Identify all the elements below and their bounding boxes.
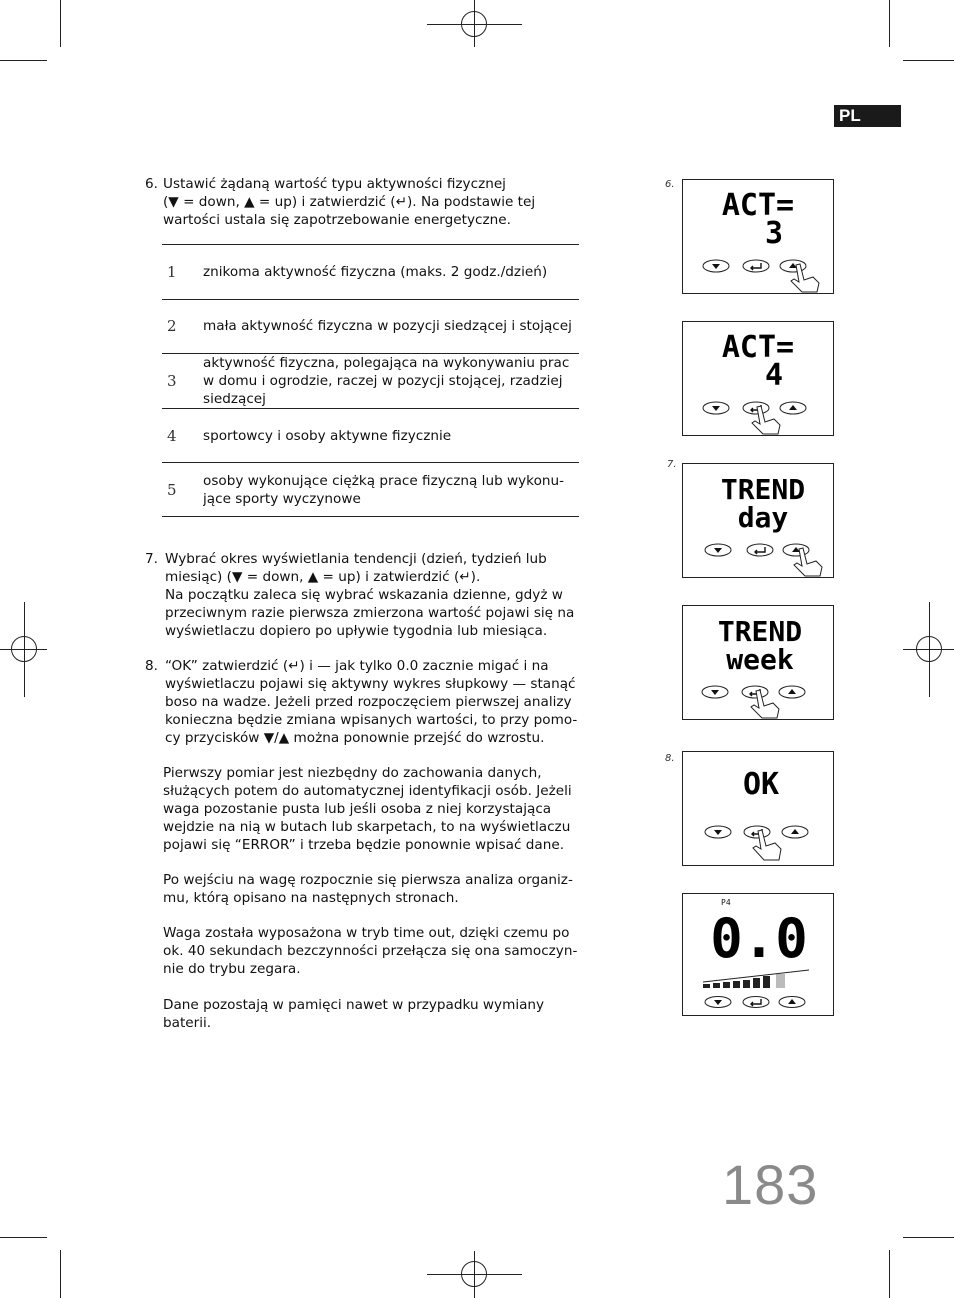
crop-mark: [60, 0, 61, 47]
crop-mark: [60, 1250, 61, 1298]
down-button[interactable]: [703, 402, 729, 414]
paragraph-line: Waga została wyposażona w tryb time out, dzięki czemu po: [163, 925, 570, 941]
paragraph-line: nie do trybu zegara.: [163, 961, 301, 977]
activity-description: znikoma aktywność fizyczna (maks. 2 godz./dzień): [203, 263, 548, 280]
step6-number: 6.: [145, 176, 158, 192]
table-row: [162, 353, 579, 408]
table-row: [162, 408, 579, 463]
lcd-line2: 4: [764, 358, 784, 393]
lcd-display: [682, 463, 834, 578]
paragraph-line: Dane pozostają w pamięci nawet w przypadku wymiany: [163, 997, 545, 1013]
enter-button[interactable]: [742, 686, 768, 698]
step8-line: cy przycisków ▼/▲ można ponownie przejść do wzrostu.: [165, 730, 545, 746]
table-row: [162, 462, 579, 517]
page-number: 183: [722, 1153, 819, 1216]
up-button[interactable]: [782, 826, 808, 838]
step8-line: boso na wadze. Jeżeli przed rozpoczęciem pierwszej analizy: [165, 694, 572, 710]
down-button[interactable]: [705, 544, 731, 556]
step8-line: wyświetlaczu pojawi się aktywny wykres słupkowy — stanąć: [165, 676, 576, 692]
activity-level: 5: [167, 480, 177, 499]
lcd-line2: 3: [764, 216, 784, 251]
up-button[interactable]: [783, 544, 809, 556]
activity-level: 2: [167, 317, 177, 336]
step7-line: wyświetlaczu dopiero po upływie tygodnia lub miesiąca.: [165, 623, 548, 639]
lcd-line1: OK: [742, 767, 780, 802]
lcd-line2: week: [726, 643, 794, 676]
enter-button[interactable]: [743, 997, 769, 1008]
paragraph-line: służących potem do automatycznej identyfikacji osób. Jeżeli: [163, 783, 572, 799]
paragraph-line: ok. 40 sekundach bezczynności przełącza się ona samoczyn-: [163, 943, 578, 959]
paragraph-line: waga pozostanie pusta lub jeśli osoba z niej korzystająca: [163, 801, 552, 817]
lcd-display: [682, 179, 834, 294]
crop-mark: [0, 1237, 47, 1238]
activity-level: 3: [167, 371, 177, 390]
up-button[interactable]: [780, 260, 806, 272]
step7-line: miesiąc) (▼ = down, ▲ = up) i zatwierdzić (↵).: [165, 569, 481, 585]
crop-mark: [903, 1237, 954, 1238]
down-button[interactable]: [705, 997, 731, 1008]
step8-line: “OK” zatwierdzić (↵) i — jak tylko 0.0 zacznie migać i na: [165, 658, 549, 674]
step6-line: Ustawić żądaną wartość typu aktywności fizycznej: [163, 176, 506, 192]
lcd-profile-label: P4: [721, 898, 731, 907]
down-button[interactable]: [703, 260, 729, 272]
activity-level: 4: [167, 426, 177, 445]
paragraph-line: Pierwszy pomiar jest niezbędny do zachowania danych,: [163, 765, 542, 781]
step7-number: 7.: [145, 551, 158, 567]
activity-description: osoby wykonujące ciężką prace fizyczną lub wykonu- jące sporty wyczynowe: [203, 472, 565, 507]
crop-mark: [889, 0, 890, 47]
crop-mark: [903, 60, 954, 61]
figure-label: 6.: [665, 179, 675, 190]
enter-button[interactable]: [747, 544, 773, 556]
up-button[interactable]: [779, 997, 805, 1008]
activity-level: 1: [167, 262, 177, 281]
paragraph-line: wejdzie na nią w butach lub skarpetach, to na wyświetlaczu: [163, 819, 571, 835]
lcd-display: [682, 321, 834, 436]
activity-description: sportowcy i osoby aktywne fizycznie: [203, 427, 452, 444]
lcd-display: [682, 751, 834, 866]
enter-button[interactable]: [744, 826, 770, 838]
activity-description: mała aktywność fizyczna w pozycji siedzącej i stojącej: [203, 318, 572, 335]
down-button[interactable]: [705, 826, 731, 838]
lcd-line1: TREND: [717, 615, 803, 648]
up-button[interactable]: [780, 402, 806, 414]
activity-table: [162, 244, 579, 517]
lcd-line1: TREND: [720, 473, 806, 506]
lcd-display: [682, 605, 834, 720]
lcd-display: [682, 893, 834, 1016]
up-button[interactable]: [779, 686, 805, 698]
paragraph-line: baterii.: [163, 1015, 212, 1031]
lcd-line2: day: [737, 501, 789, 534]
figure-label: 7.: [667, 459, 677, 470]
language-tab: PL: [834, 105, 901, 127]
step7-line: przeciwnym razie pierwsza zmierzona wartość pojawi się na: [165, 605, 575, 621]
lcd-line1: ACT=: [721, 330, 795, 365]
crop-mark: [0, 60, 47, 61]
paragraph-line: pojawi się “ERROR” i trzeba będzie ponownie wpisać dane.: [163, 837, 565, 853]
lcd-weight-value: 0.0: [710, 907, 808, 970]
step8-line: konieczna będzie zmiana wpisanych wartości, to przy pomo-: [165, 712, 578, 728]
paragraph-line: Po wejściu na wagę rozpocznie się pierwsza analiza organiz-: [163, 872, 573, 888]
step8-number: 8.: [145, 658, 158, 674]
crop-mark: [889, 1250, 890, 1298]
paragraph-line: mu, którą opisano na następnych stronach.: [163, 890, 459, 906]
step7-line: Na początku zaleca się wybrać wskazania dzienne, gdyż w: [165, 587, 563, 603]
table-row: [162, 244, 579, 299]
enter-button[interactable]: [743, 260, 769, 272]
step6-line: (▼ = down, ▲ = up) i zatwierdzić (↵). Na podstawie tej: [163, 194, 536, 210]
step7-line: Wybrać okres wyświetlania tendencji (dzień, tydzień lub: [165, 551, 547, 567]
lcd-line1: ACT=: [721, 188, 795, 223]
down-button[interactable]: [702, 686, 728, 698]
enter-button[interactable]: [743, 402, 769, 414]
table-row: [162, 299, 579, 354]
step6-line: wartości ustala się zapotrzebowanie energetyczne.: [163, 212, 511, 228]
figure-label: 8.: [665, 753, 675, 764]
bar-graph: [703, 970, 809, 988]
activity-description: aktywność fizyczna, polegająca na wykonywaniu prac w domu i ogrodzie, raczej w pozycji stojącej, rzadziej siedzącej: [203, 354, 570, 407]
